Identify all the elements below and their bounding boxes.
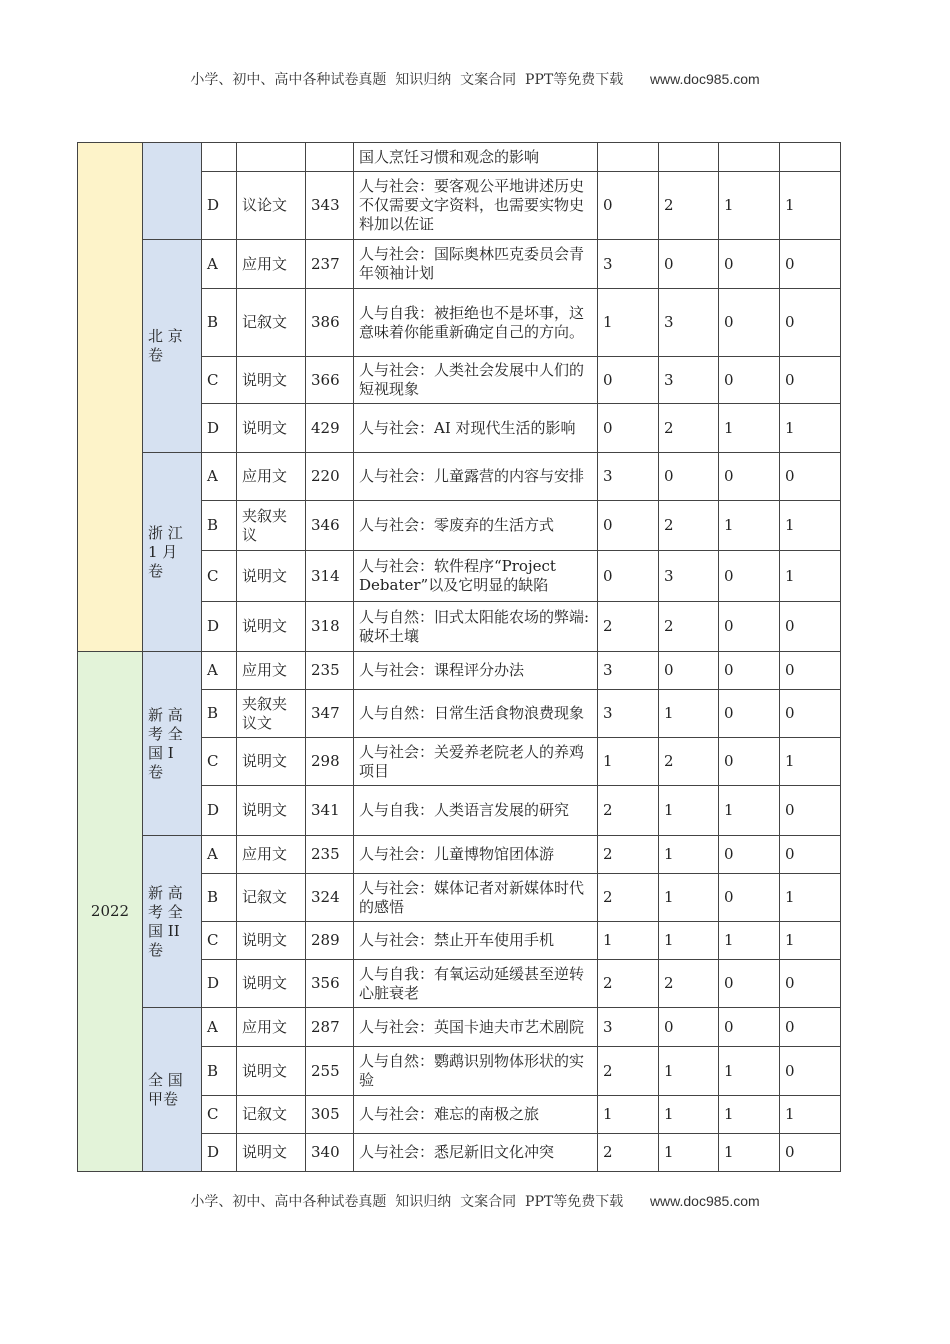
text-type-cell: 说明文 <box>237 357 306 404</box>
text-type-cell <box>237 143 306 172</box>
count-cell: 1 <box>719 172 780 240</box>
topic-cell: 国人烹饪习惯和观念的影响 <box>354 143 598 172</box>
text-type-cell: 应用文 <box>237 453 306 501</box>
topic-cell: 人与社会：关爱养老院老人的养鸡项目 <box>354 738 598 786</box>
word-count-cell: 220 <box>306 453 354 501</box>
topic-cell: 人与社会：英国卡迪夫市艺术剧院 <box>354 1008 598 1047</box>
count-cell: 1 <box>780 1096 841 1134</box>
page-footer <box>0 1191 950 1211</box>
topic-cell: 人与自然：日常生活食物浪费现象 <box>354 690 598 738</box>
part-cell: A <box>202 453 237 501</box>
count-cell: 0 <box>719 874 780 922</box>
text-type-cell: 应用文 <box>237 652 306 690</box>
count-cell: 1 <box>780 874 841 922</box>
part-cell: A <box>202 240 237 289</box>
count-cell: 0 <box>719 357 780 404</box>
word-count-cell: 287 <box>306 1008 354 1047</box>
count-cell: 1 <box>780 551 841 602</box>
header-text: 小学、初中、高中各种试卷真题 知识归纳 文案合同 PPT等免费下载 <box>190 72 624 88</box>
count-cell: 1 <box>780 404 841 453</box>
part-cell: C <box>202 357 237 404</box>
word-count-cell: 356 <box>306 960 354 1008</box>
region-label-line: 新 高 <box>148 705 183 724</box>
part-cell: C <box>202 922 237 960</box>
topic-cell: 人与自然：旧式太阳能农场的弊端:破坏土壤 <box>354 602 598 652</box>
count-cell <box>719 143 780 172</box>
part-cell: B <box>202 690 237 738</box>
part-cell: B <box>202 289 237 357</box>
count-cell: 1 <box>780 738 841 786</box>
region-cell <box>143 652 202 836</box>
word-count-cell: 318 <box>306 602 354 652</box>
text-type-cell: 说明文 <box>237 551 306 602</box>
table-row <box>78 453 841 501</box>
word-count-cell: 340 <box>306 1134 354 1172</box>
table-row <box>78 652 841 690</box>
count-cell: 2 <box>598 1134 659 1172</box>
topic-cell: 人与社会：AI 对现代生活的影响 <box>354 404 598 453</box>
count-cell: 0 <box>780 453 841 501</box>
text-type-cell: 说明文 <box>237 404 306 453</box>
part-cell <box>202 143 237 172</box>
region-cell <box>143 240 202 453</box>
count-cell: 3 <box>598 690 659 738</box>
count-cell: 1 <box>719 1134 780 1172</box>
count-cell: 1 <box>780 172 841 240</box>
word-count-cell: 386 <box>306 289 354 357</box>
count-cell: 2 <box>659 960 719 1008</box>
text-type-cell: 说明文 <box>237 1134 306 1172</box>
count-cell: 0 <box>780 786 841 836</box>
topic-cell: 人与社会：媒体记者对新媒体时代的感悟 <box>354 874 598 922</box>
count-cell: 1 <box>719 404 780 453</box>
text-type-cell: 夹叙夹议 <box>237 501 306 551</box>
word-count-cell <box>306 143 354 172</box>
count-cell: 0 <box>780 960 841 1008</box>
count-cell: 1 <box>598 738 659 786</box>
word-count-cell: 298 <box>306 738 354 786</box>
count-cell: 1 <box>659 1096 719 1134</box>
text-type-cell: 议论文 <box>237 172 306 240</box>
count-cell: 0 <box>780 289 841 357</box>
word-count-cell: 341 <box>306 786 354 836</box>
header-url[interactable]: www.doc985.com <box>649 71 760 87</box>
part-cell: D <box>202 172 237 240</box>
topic-cell: 人与社会：零废弃的生活方式 <box>354 501 598 551</box>
count-cell: 1 <box>659 1047 719 1096</box>
text-type-cell: 记叙文 <box>237 874 306 922</box>
word-count-cell: 366 <box>306 357 354 404</box>
count-cell: 1 <box>598 1096 659 1134</box>
count-cell: 0 <box>719 453 780 501</box>
exam-analysis-table <box>77 142 841 1172</box>
count-cell: 1 <box>719 1096 780 1134</box>
count-cell: 2 <box>598 1047 659 1096</box>
region-label-line: 考 全 <box>148 724 183 743</box>
count-cell: 1 <box>598 289 659 357</box>
count-cell: 3 <box>598 1008 659 1047</box>
count-cell: 2 <box>598 874 659 922</box>
region-cell <box>143 836 202 1008</box>
word-count-cell: 429 <box>306 404 354 453</box>
text-type-cell: 说明文 <box>237 786 306 836</box>
part-cell: D <box>202 404 237 453</box>
page-header <box>0 69 950 89</box>
table-row <box>78 836 841 874</box>
count-cell: 0 <box>598 501 659 551</box>
word-count-cell: 343 <box>306 172 354 240</box>
count-cell: 1 <box>659 922 719 960</box>
region-label-line: 卷 <box>148 940 164 959</box>
topic-cell: 人与自然：鹦鹉识别物体形状的实验 <box>354 1047 598 1096</box>
count-cell: 0 <box>719 1008 780 1047</box>
topic-cell: 人与自我：有氧运动延缓甚至逆转心脏衰老 <box>354 960 598 1008</box>
text-type-cell: 说明文 <box>237 1047 306 1096</box>
region-label-line: 1 月 <box>148 542 178 561</box>
count-cell: 1 <box>719 501 780 551</box>
count-cell: 0 <box>780 652 841 690</box>
count-cell: 0 <box>719 738 780 786</box>
count-cell: 0 <box>598 357 659 404</box>
region-label-line: 卷 <box>148 561 164 580</box>
count-cell: 0 <box>719 240 780 289</box>
part-cell: D <box>202 602 237 652</box>
part-cell: D <box>202 960 237 1008</box>
count-cell: 0 <box>780 1134 841 1172</box>
count-cell: 0 <box>780 357 841 404</box>
text-type-cell: 应用文 <box>237 1008 306 1047</box>
word-count-cell: 305 <box>306 1096 354 1134</box>
text-type-cell: 夹叙夹议文 <box>237 690 306 738</box>
count-cell: 2 <box>659 602 719 652</box>
part-cell: D <box>202 1134 237 1172</box>
count-cell: 0 <box>780 836 841 874</box>
region-label-line: 考 全 <box>148 902 183 921</box>
topic-cell: 人与社会：要客观公平地讲述历史不仅需要文字资料，也需要实物史料加以佐证 <box>354 172 598 240</box>
topic-cell: 人与社会：人类社会发展中人们的短视现象 <box>354 357 598 404</box>
count-cell: 2 <box>659 738 719 786</box>
part-cell: C <box>202 738 237 786</box>
text-type-cell: 说明文 <box>237 602 306 652</box>
word-count-cell: 289 <box>306 922 354 960</box>
count-cell: 1 <box>659 874 719 922</box>
count-cell: 0 <box>780 1008 841 1047</box>
text-type-cell: 说明文 <box>237 960 306 1008</box>
region-label-line: 卷 <box>148 346 164 364</box>
count-cell: 0 <box>719 602 780 652</box>
count-cell: 3 <box>598 652 659 690</box>
region-label-line: 国 I <box>148 743 174 762</box>
count-cell <box>780 143 841 172</box>
count-cell: 0 <box>719 551 780 602</box>
footer-text: 小学、初中、高中各种试卷真题 知识归纳 文案合同 PPT等免费下载 <box>190 1194 624 1210</box>
topic-cell: 人与社会：儿童露营的内容与安排 <box>354 453 598 501</box>
topic-cell: 人与社会：软件程序“Project Debater”以及它明显的缺陷 <box>354 551 598 602</box>
count-cell: 2 <box>659 172 719 240</box>
table-row <box>78 1008 841 1047</box>
word-count-cell: 314 <box>306 551 354 602</box>
table-row <box>78 240 841 289</box>
topic-cell: 人与社会：课程评分办法 <box>354 652 598 690</box>
region-cell <box>143 453 202 652</box>
text-type-cell: 应用文 <box>237 240 306 289</box>
count-cell: 3 <box>598 453 659 501</box>
word-count-cell: 235 <box>306 836 354 874</box>
topic-cell: 人与社会：禁止开车使用手机 <box>354 922 598 960</box>
count-cell: 0 <box>598 551 659 602</box>
topic-cell: 人与自我：人类语言发展的研究 <box>354 786 598 836</box>
part-cell: B <box>202 874 237 922</box>
count-cell: 1 <box>659 1134 719 1172</box>
text-type-cell: 说明文 <box>237 922 306 960</box>
count-cell: 0 <box>719 690 780 738</box>
part-cell: D <box>202 786 237 836</box>
count-cell: 0 <box>598 172 659 240</box>
part-cell: C <box>202 551 237 602</box>
count-cell: 0 <box>719 289 780 357</box>
region-cell <box>143 1008 202 1172</box>
region-label-line: 全 国 <box>148 1070 183 1089</box>
text-type-cell: 记叙文 <box>237 289 306 357</box>
count-cell: 1 <box>659 786 719 836</box>
region-label-line: 甲卷 <box>148 1089 179 1108</box>
topic-cell: 人与社会：儿童博物馆团体游 <box>354 836 598 874</box>
footer-url[interactable]: www.doc985.com <box>649 1193 760 1209</box>
word-count-cell: 255 <box>306 1047 354 1096</box>
region-label-line: 新 高 <box>148 883 183 902</box>
text-type-cell: 应用文 <box>237 836 306 874</box>
count-cell: 1 <box>719 786 780 836</box>
topic-cell: 人与自我：被拒绝也不是坏事，这意味着你能重新确定自己的方向。 <box>354 289 598 357</box>
part-cell: B <box>202 501 237 551</box>
count-cell: 3 <box>659 289 719 357</box>
table-row <box>78 143 841 172</box>
topic-cell: 人与社会：悉尼新旧文化冲突 <box>354 1134 598 1172</box>
count-cell: 0 <box>659 1008 719 1047</box>
word-count-cell: 346 <box>306 501 354 551</box>
topic-cell: 人与社会：难忘的南极之旅 <box>354 1096 598 1134</box>
count-cell: 0 <box>719 652 780 690</box>
word-count-cell: 324 <box>306 874 354 922</box>
count-cell: 3 <box>659 551 719 602</box>
count-cell: 2 <box>598 960 659 1008</box>
count-cell: 0 <box>659 652 719 690</box>
count-cell <box>659 143 719 172</box>
count-cell: 3 <box>598 240 659 289</box>
year-cell <box>78 143 143 652</box>
count-cell: 0 <box>598 404 659 453</box>
count-cell: 2 <box>598 602 659 652</box>
count-cell: 0 <box>780 602 841 652</box>
count-cell: 1 <box>598 922 659 960</box>
count-cell: 2 <box>659 404 719 453</box>
region-label-line: 北 京 <box>148 327 183 345</box>
count-cell: 1 <box>659 836 719 874</box>
count-cell: 0 <box>719 960 780 1008</box>
part-cell: C <box>202 1096 237 1134</box>
count-cell: 2 <box>598 786 659 836</box>
part-cell: A <box>202 1008 237 1047</box>
text-type-cell: 记叙文 <box>237 1096 306 1134</box>
count-cell: 0 <box>780 240 841 289</box>
word-count-cell: 237 <box>306 240 354 289</box>
text-type-cell: 说明文 <box>237 738 306 786</box>
count-cell: 1 <box>659 690 719 738</box>
topic-cell: 人与社会：国际奥林匹克委员会青年领袖计划 <box>354 240 598 289</box>
region-cell <box>143 143 202 240</box>
count-cell: 2 <box>659 501 719 551</box>
count-cell: 1 <box>719 922 780 960</box>
part-cell: A <box>202 836 237 874</box>
count-cell: 3 <box>659 357 719 404</box>
count-cell: 1 <box>719 1047 780 1096</box>
count-cell: 1 <box>780 922 841 960</box>
count-cell <box>598 143 659 172</box>
part-cell: A <box>202 652 237 690</box>
count-cell: 2 <box>598 836 659 874</box>
count-cell: 0 <box>659 453 719 501</box>
count-cell: 0 <box>659 240 719 289</box>
count-cell: 0 <box>719 836 780 874</box>
word-count-cell: 235 <box>306 652 354 690</box>
year-cell: 2022 <box>78 652 143 1172</box>
count-cell: 0 <box>780 690 841 738</box>
count-cell: 0 <box>780 1047 841 1096</box>
word-count-cell: 347 <box>306 690 354 738</box>
region-label-line: 浙 江 <box>148 523 183 542</box>
region-label-line: 卷 <box>148 762 164 781</box>
part-cell: B <box>202 1047 237 1096</box>
count-cell: 1 <box>780 501 841 551</box>
region-label-line: 国 II <box>148 921 180 940</box>
